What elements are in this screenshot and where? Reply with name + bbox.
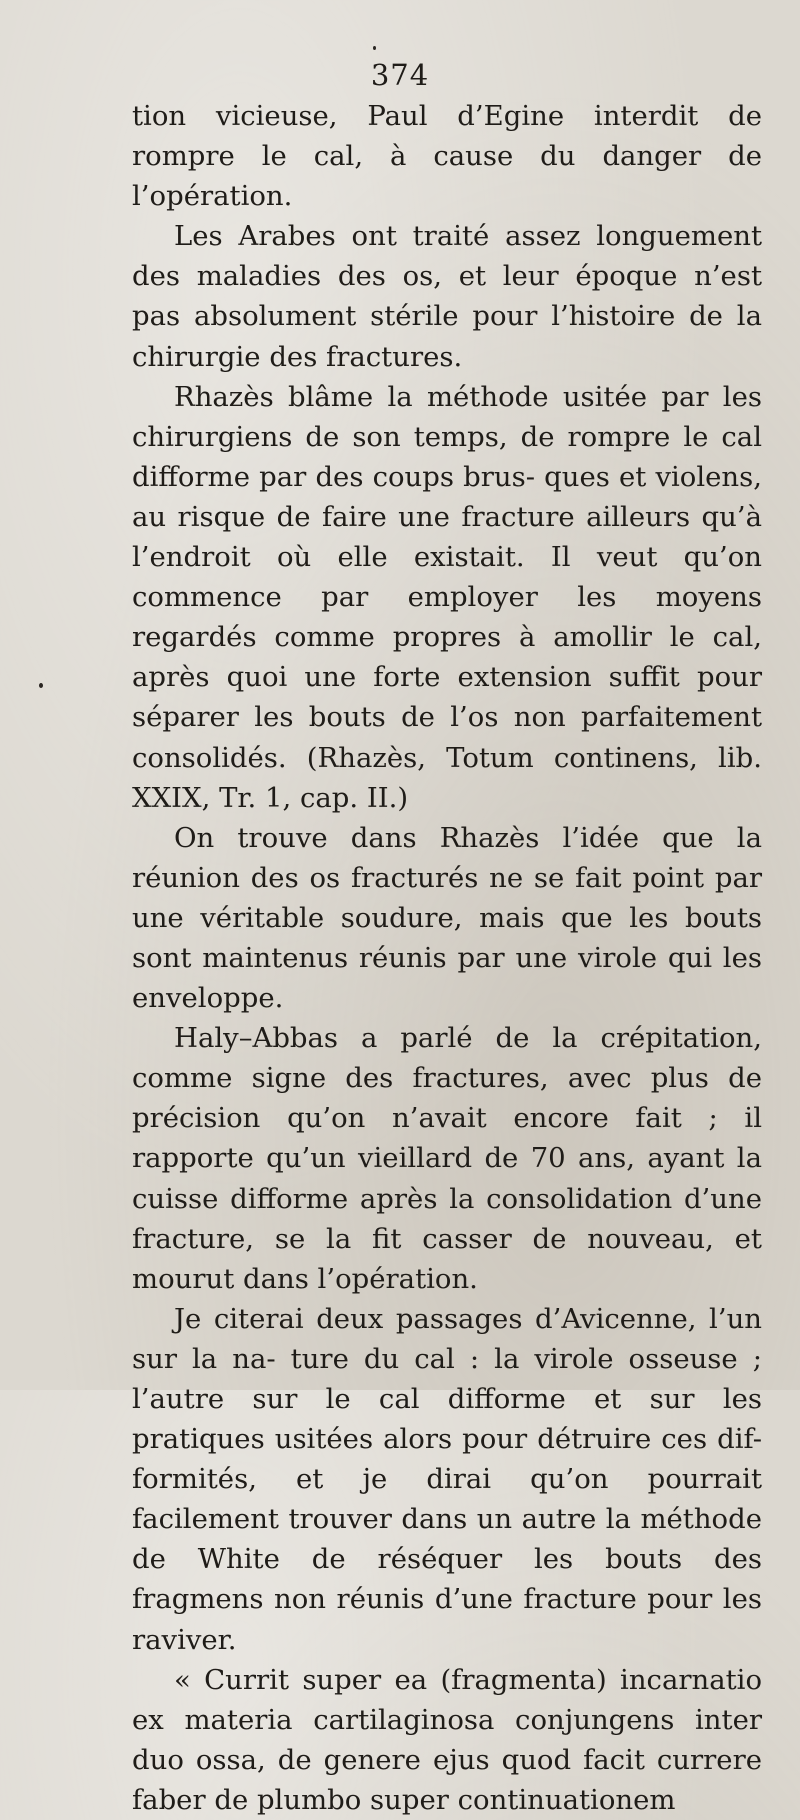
paragraph: Les Arabes ont traité assez longuement des maladies des os, et leur époque n’est pas absolument stérile pour l’histoire de la chirurgie des fractures. <box>132 220 762 373</box>
body-text <box>132 96 762 1820</box>
paragraph: On trouve dans Rhazès l’idée que la réunion des os fracturés ne se fait point par une véritable soudure, mais que les bouts sont maintenus réunis par une virole qui les enveloppe. <box>132 821 762 1015</box>
paragraph: Haly–Abbas a parlé de la crépitation, comme signe des fractures, avec plus de précision qu’on n’avait encore fait ; il rapporte qu’un vieillard de 70 ans, ayant la cuisse difforme après la consolidation d’une fracture, se la fit casser de nouveau, et mourut dans l’opération. <box>132 1022 762 1295</box>
page-number: 374 <box>370 58 430 92</box>
paragraph: tion vicieuse, Paul d’Egine interdit de rompre le cal, à cause du danger de l’opération. <box>132 100 762 213</box>
paper-speck <box>373 46 376 50</box>
paper-speck <box>39 683 43 688</box>
paragraph: « Currit super ea (fragmenta) incarnatio ex materia cartilaginosa conjungens inter duo ossa, de genere ejus quod facit currere faber de plumbo super continuationem <box>132 1663 762 1816</box>
paragraph: Je citerai deux passages d’Avicenne, l’un sur la na- ture du cal : la virole osseuse ; l’autre sur le cal difforme et sur les pratiques usitées alors pour détruire ces dif- formités, et je dirai qu’on pourrait facilement trouver dans un autre la méthode de White de réséquer les bouts des fragmens non réunis d’une fracture pour les raviver. <box>132 1302 762 1656</box>
paragraph: Rhazès blâme la méthode usitée par les chirurgiens de son temps, de rompre le cal difforme par des coups brus- ques et violens, au risque de faire une fracture ailleurs qu’à l’endroit où elle existait. Il veut qu’on commence par employer les moyens regardés comme propres à amollir le cal, après quoi une forte extension suffit pour séparer les bouts de l’os non parfaitement consolidés. (Rhazès, Totum continens, lib. XXIX, Tr. 1, cap. II.) <box>132 380 762 814</box>
